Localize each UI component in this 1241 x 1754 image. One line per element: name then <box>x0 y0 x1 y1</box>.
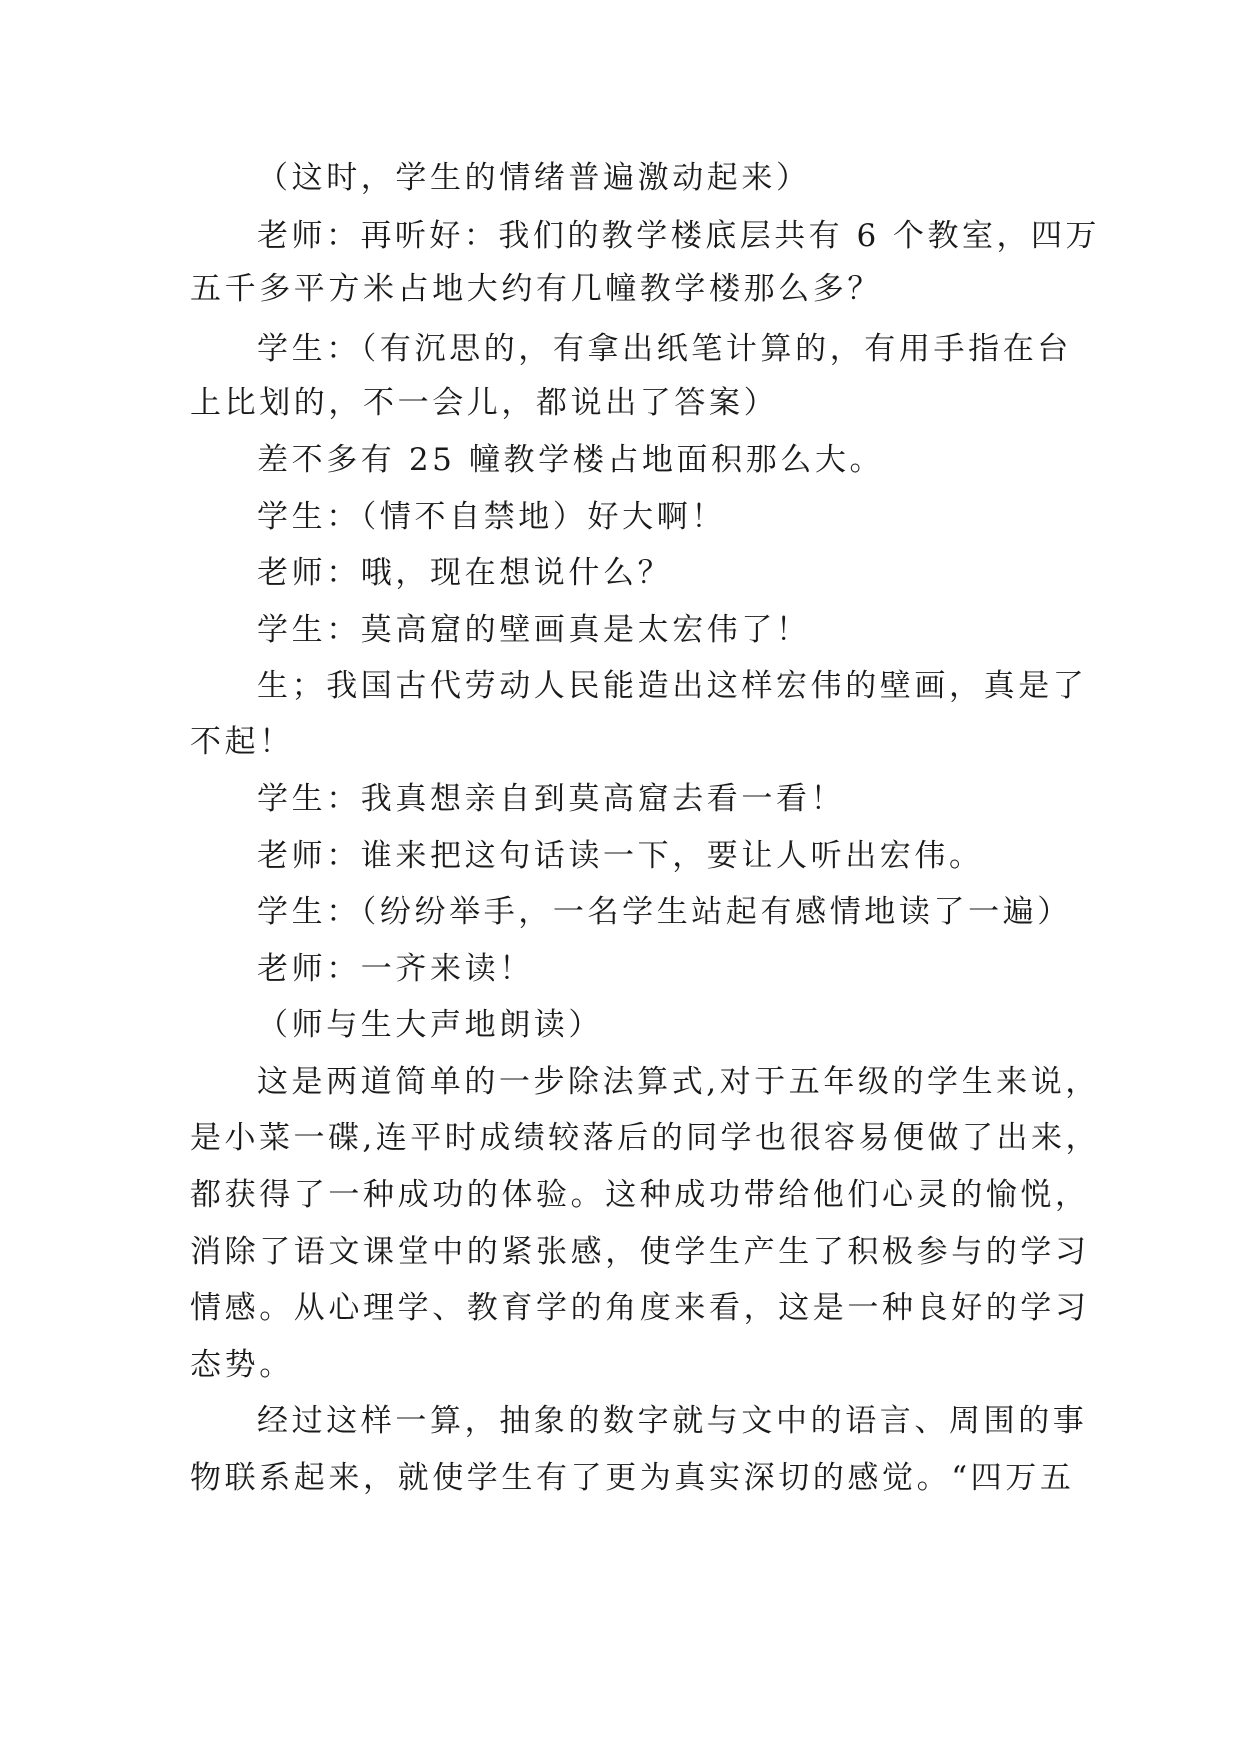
text-line: 物联系起来，就使学生有了更为真实深切的感觉。“四万五 <box>190 1460 1075 1496</box>
text-line: 差不多有 25 幢教学楼占地面积那么大。 <box>257 442 885 478</box>
text-line: 学生：（情不自禁地）好大啊！ <box>257 499 726 535</box>
text-line: 老师：再听好：我们的教学楼底层共有 6 个教室，四万 <box>257 218 1100 254</box>
text-line: 学生：我真想亲自到莫高窟去看一看！ <box>257 781 846 817</box>
text-line: （师与生大声地朗读） <box>257 1007 603 1043</box>
text-line: 老师：哦，现在想说什么？ <box>257 555 673 591</box>
text-line: 上比划的，不一会儿，都说出了答案） <box>190 385 779 421</box>
text-line: 学生：（纷纷举手，一名学生站起有感情地读了一遍） <box>257 894 1072 930</box>
text-line: 态势。 <box>190 1347 294 1383</box>
text-line: 都获得了一种成功的体验。这种成功带给他们心灵的愉悦， <box>190 1177 1090 1213</box>
text-line: 消除了语文课堂中的紧张感，使学生产生了积极参与的学习 <box>190 1234 1090 1270</box>
text-line: 经过这样一算，抽象的数字就与文中的语言、周围的事 <box>257 1403 1088 1439</box>
text-line: 生；我国古代劳动人民能造出这样宏伟的壁画，真是了 <box>257 668 1088 704</box>
text-line: 不起！ <box>190 724 294 760</box>
text-line: 是小菜一碟,连平时成绩较落后的同学也很容易便做了出来， <box>190 1120 1100 1156</box>
text-line: 老师：一齐来读！ <box>257 951 534 987</box>
text-line: 学生：（有沉思的，有拿出纸笔计算的，有用手指在台 <box>257 331 1072 367</box>
text-line: 学生：莫高窟的壁画真是太宏伟了！ <box>257 612 811 648</box>
text-line: 老师：谁来把这句话读一下，要让人听出宏伟。 <box>257 838 984 874</box>
text-line: （这时，学生的情绪普遍激动起来） <box>257 160 811 196</box>
text-line: 这是两道简单的一步除法算式,对于五年级的学生来说， <box>257 1064 1100 1100</box>
text-line: 情感。从心理学、教育学的角度来看，这是一种良好的学习 <box>190 1290 1090 1326</box>
text-line: 五千多平方米占地大约有几幢教学楼那么多？ <box>190 271 882 307</box>
